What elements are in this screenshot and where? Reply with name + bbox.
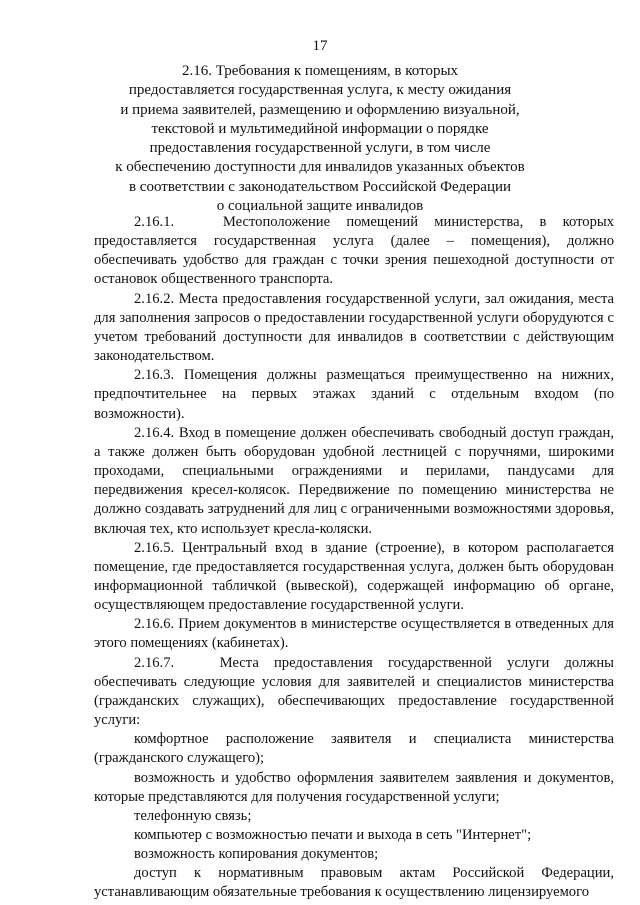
paragraph-2-16-7: 2.16.7. Места предоставления государственной услуги должны обеспечивать следующие условия для заявителей и специалистов министерства (гражданских служащих), обеспечивающих предоставление государственной услуги: bbox=[94, 654, 614, 729]
heading-line: к обеспечению доступности для инвалидов указанных объектов bbox=[115, 159, 525, 176]
paragraph-2-16-2: 2.16.2. Места предоставления государственной услуги, зал ожидания, места для заполнения запросов о предоставлении государственной услуги оборудуются с учетом требований доступности для инвалидов в соответствии с действующим законодательством. bbox=[94, 290, 614, 365]
paragraph-2-16-6: 2.16.6. Прием документов в министерстве осуществляется в отведенных для этого помещениях (кабинетах). bbox=[94, 616, 614, 652]
list-item: возможность копирования документов; bbox=[134, 846, 379, 863]
list-item: доступ к нормативным правовым актам Российской Федерации, устанавливающим обязательные требования к осуществлению лицензируемого bbox=[94, 865, 614, 901]
list-item: компьютер с возможностью печати и выхода в сеть "Интернет"; bbox=[134, 827, 532, 843]
paragraph-2-16-5: 2.16.5. Центральный вход в здание (строение), в котором располагается помещение, где предоставляется государственная услуга, должен быть оборудован информационной табличкой (вывеской), содержащей информацию об органе, осуществляющем предоставление государственной услуги. bbox=[94, 539, 614, 614]
paragraph-2-16-4: 2.16.4. Вход в помещение должен обеспечивать свободный доступ граждан, а также должен быть оборудован удобной лестницей с поручнями, широкими проходами, специальными ограждениями и перилами, пандусами для передвижения кресел-колясок. Передвижение по помещению министерства не должно создавать затруднений для лиц с ограниченными возможностями здоровья, включая тех, кто использует кресла-коляски. bbox=[94, 424, 614, 537]
heading-line: о социальной защите инвалидов bbox=[216, 198, 424, 215]
document-body bbox=[94, 213, 614, 903]
heading-line: предоставления государственной услуги, в том числе bbox=[149, 140, 491, 157]
paragraph-2-16-1: 2.16.1. Местоположение помещений министерства, в которых предоставляется государственная услуга (далее – помещения), должно обеспечивать удобство для граждан с точки зрения пешеходной доступности от остановок общественного транспорта. bbox=[94, 214, 614, 288]
heading-line: и приема заявителей, размещению и оформлению визуальной, bbox=[120, 101, 520, 118]
section-heading bbox=[60, 62, 580, 216]
list-item: комфортное расположение заявителя и специалиста министерства (гражданского служащего); bbox=[94, 731, 614, 767]
page-number: 17 bbox=[312, 38, 328, 54]
heading-line: 2.16. Требования к помещениям, в которых bbox=[181, 63, 459, 79]
list-item: возможность и удобство оформления заявителем заявления и документов, которые представляются для получения государственной услуги; bbox=[94, 769, 614, 805]
paragraph-2-16-3: 2.16.3. Помещения должны размещаться преимущественно на нижних, предпочтительнее на первых этажах зданий с отдельным входом (по возможности). bbox=[94, 367, 614, 422]
heading-line: текстовой и мультимедийной информации о порядке bbox=[151, 120, 489, 137]
heading-line: предоставляется государственная услуга, к месту ожидания bbox=[128, 82, 512, 99]
list-item: телефонную связь; bbox=[134, 807, 252, 824]
heading-line: в соответствии с законодательством Российской Федерации bbox=[128, 178, 512, 195]
